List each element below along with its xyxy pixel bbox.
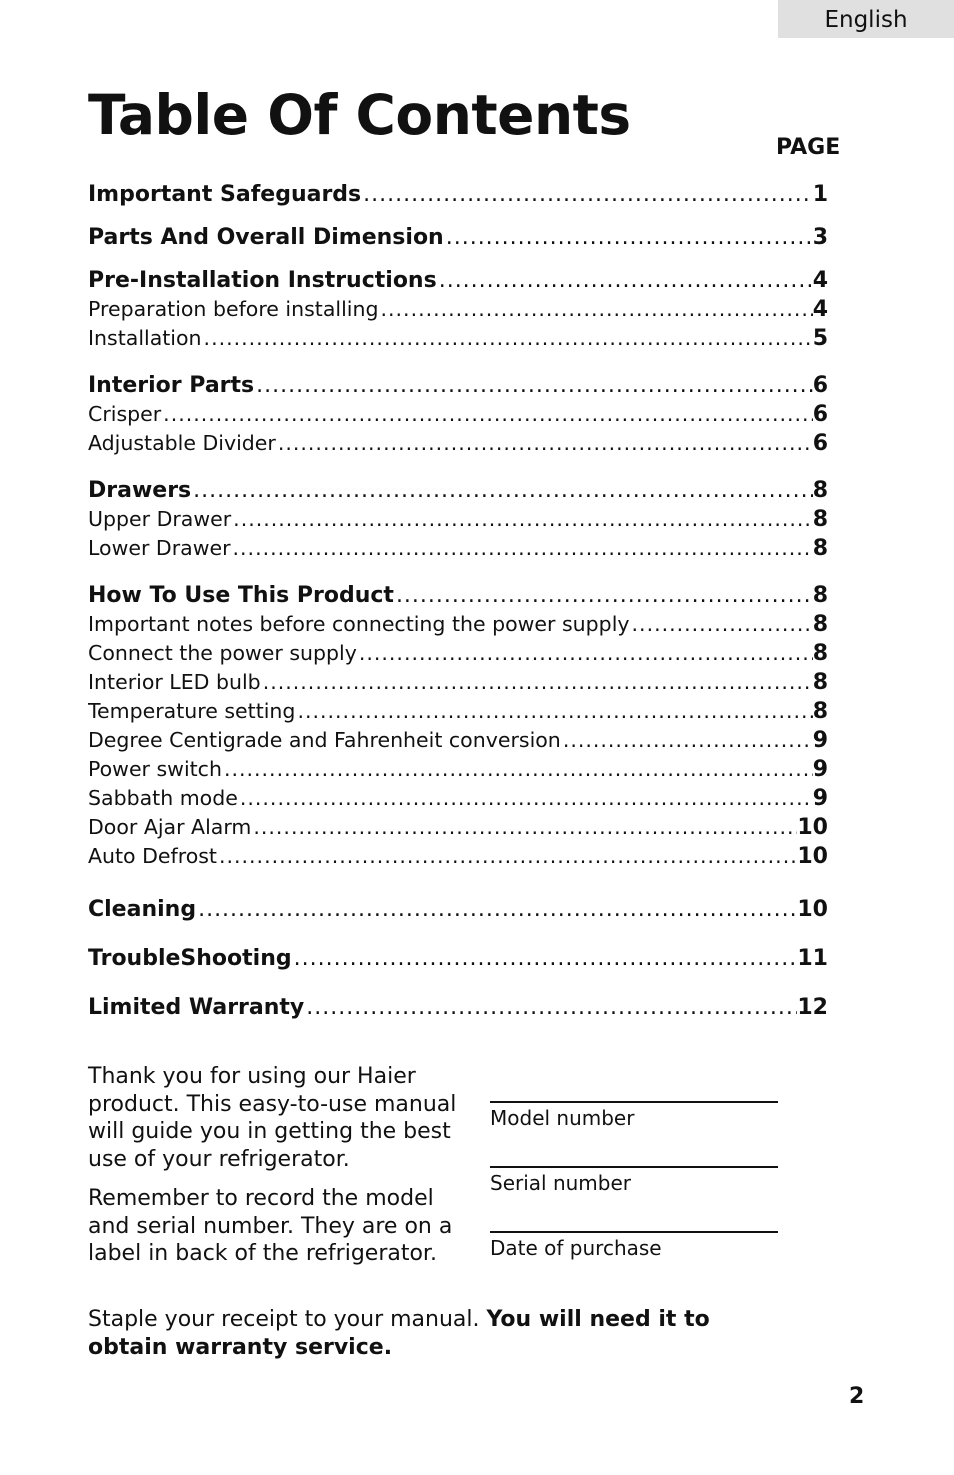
receipt-note-emphasis: You will need it to obtain warranty service. [88,1307,710,1360]
toc-entry-page: 9 [812,786,828,811]
page-title: Table Of Contents [88,83,631,147]
toc-entry [88,223,828,252]
toc-entry [88,895,828,924]
toc-entry-label: Preparation before installing [88,297,379,321]
dot-leader [630,610,813,639]
receipt-note-text: Staple your receipt to your manual. [88,1307,480,1332]
dot-leader [161,400,813,429]
toc-entry-label: Limited Warranty [88,995,305,1020]
toc-entry-label: Important notes before connecting the power supply [88,612,630,636]
toc-entry-page: 4 [812,297,828,322]
toc-subentry [88,534,828,563]
dot-leader [254,371,813,400]
toc-entry-page: 5 [812,326,828,351]
toc-entry-label: Degree Centigrade and Fahrenheit conversion [88,728,561,752]
toc-entry-page: 3 [812,225,828,250]
dot-leader [231,505,813,534]
date-of-purchase-caption: Date of purchase [490,1236,662,1260]
toc-entry-page: 10 [797,844,828,869]
toc-entry-label: Power switch [88,757,222,781]
toc-entry-page: 8 [812,536,828,561]
dot-leader [379,295,813,324]
dot-leader [276,429,813,458]
toc-entry-label: Upper Drawer [88,507,232,531]
dot-leader [196,895,797,924]
toc-entry [88,581,828,610]
toc-subentry [88,697,828,726]
toc-entry-page: 11 [797,946,828,971]
toc-subentry [88,755,828,784]
toc-entry-page: 8 [812,699,828,724]
toc-entry-label: TroubleShooting [88,946,292,971]
dot-leader [295,697,812,726]
toc-entry-page: 6 [812,402,828,427]
dot-leader [561,726,813,755]
toc-subentry [88,610,828,639]
toc-subentry [88,324,828,353]
toc-entry-page: 8 [812,583,828,608]
toc-entry-page: 6 [812,373,828,398]
toc-entry-page: 6 [812,431,828,456]
toc-subentry [88,842,828,871]
model-number-field [490,1101,778,1131]
toc-entry-label: Interior LED bulb [88,670,261,694]
toc-entry-label: Drawers [88,478,192,503]
toc-entry-page: 8 [812,670,828,695]
toc-subentry [88,429,828,458]
toc-subentry [88,813,828,842]
toc-entry-page: 1 [812,182,828,207]
toc-entry-label: Lower Drawer [88,536,231,560]
toc-entry-label: How To Use This Product [88,583,394,608]
toc-entry-page: 10 [797,897,828,922]
dot-leader [304,993,797,1022]
toc-subentry [88,726,828,755]
toc-entry-page: 9 [812,757,828,782]
toc-entry [88,371,828,400]
toc-subentry [88,668,828,697]
toc-entry-label: Parts And Overall Dimension [88,225,444,250]
toc-entry-label: Pre-Installation Instructions [88,268,437,293]
toc-entry-label: Cleaning [88,897,197,922]
toc-entry [88,266,828,295]
dot-leader [251,813,797,842]
toc-entry-page: 12 [797,995,828,1020]
dot-leader [444,223,813,252]
dot-leader [437,266,813,295]
dot-leader [217,842,797,871]
toc-entry-label: Important Safeguards [88,182,362,207]
toc-entry [88,180,828,209]
dot-leader [202,324,813,353]
language-tab: English [778,0,954,38]
toc-entry-label: Adjustable Divider [88,431,276,455]
toc-entry [88,993,828,1022]
dot-leader [394,581,813,610]
intro-paragraph: Remember to record the model and serial number. They are on a label in back of the refrigerator. [88,1186,453,1266]
dot-leader [231,534,813,563]
receipt-note [88,1306,788,1361]
intro-text [88,1063,468,1280]
toc-entry-label: Connect the power supply [88,641,357,665]
dot-leader [361,180,813,209]
toc-entry [88,944,828,973]
dot-leader [191,476,813,505]
toc-subentry [88,400,828,429]
toc-entry-label: Interior Parts [88,373,255,398]
intro-paragraph: Thank you for using our Haier product. This easy-to-use manual will guide you in getting the best use of your refrigerator. [88,1064,457,1172]
toc-subentry [88,784,828,813]
toc-subentry [88,505,828,534]
toc-subentry [88,295,828,324]
serial-number-field [490,1166,778,1196]
toc-entry-page: 8 [812,507,828,532]
model-number-caption: Model number [490,1106,635,1130]
toc-entry-label: Temperature setting [88,699,296,723]
toc-entry-page: 10 [797,815,828,840]
toc-entry-page: 4 [812,268,828,293]
page-column-header: PAGE [776,135,841,160]
table-of-contents [88,180,828,1022]
toc-entry-label: Sabbath mode [88,786,238,810]
toc-entry-page: 8 [812,612,828,637]
toc-subentry [88,639,828,668]
toc-entry-page: 8 [812,641,828,666]
dot-leader [238,784,813,813]
dot-leader [261,668,813,697]
toc-entry-label: Door Ajar Alarm [88,815,252,839]
toc-entry-page: 9 [812,728,828,753]
toc-entry-label: Auto Defrost [88,844,217,868]
toc-entry-label: Installation [88,326,202,350]
dot-leader [357,639,813,668]
dot-leader [292,944,798,973]
date-of-purchase-field [490,1231,778,1261]
toc-entry-page: 8 [812,478,828,503]
page-number: 2 [849,1384,865,1409]
toc-entry [88,476,828,505]
toc-entry-label: Crisper [88,402,162,426]
serial-number-caption: Serial number [490,1171,632,1195]
dot-leader [222,755,813,784]
